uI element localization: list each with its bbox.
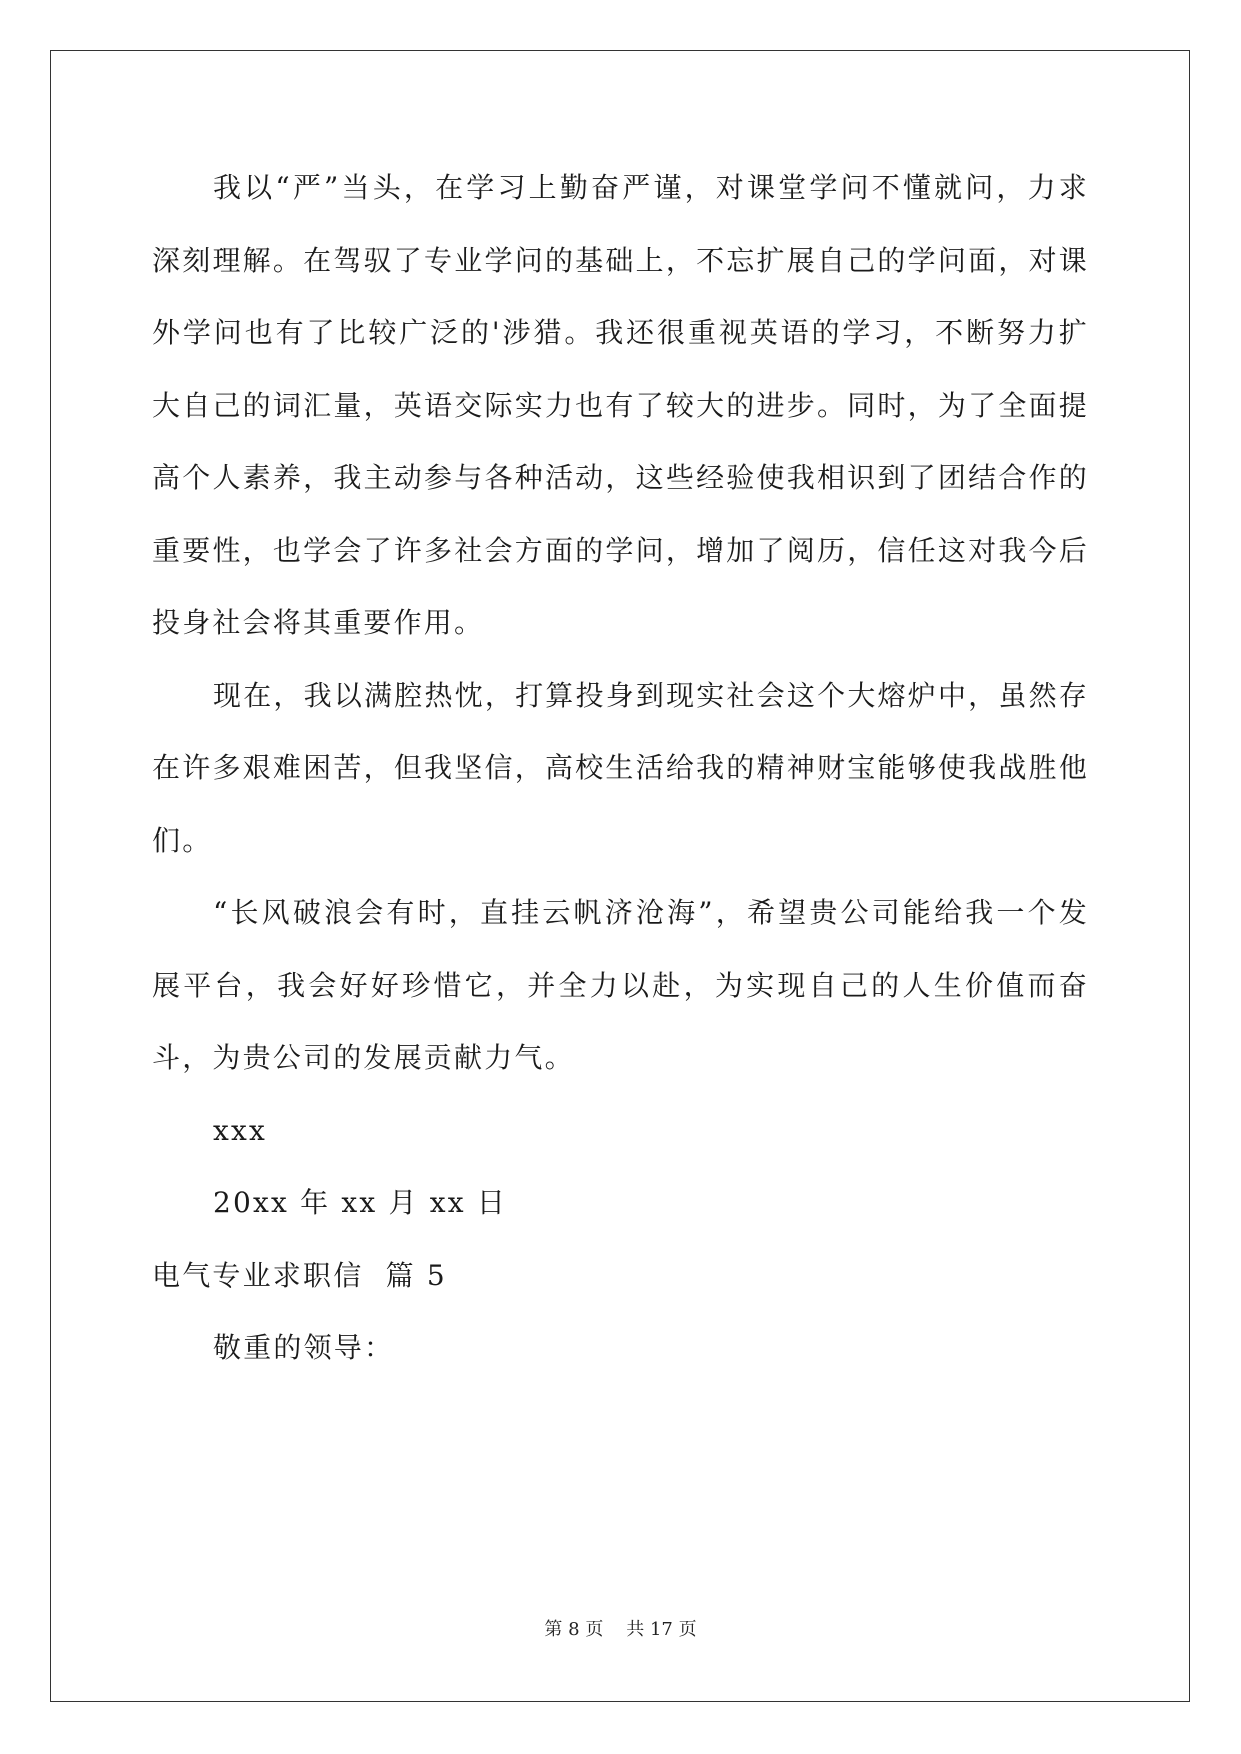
paragraph-now: 现在，我以满腔热忱，打算投身到现实社会这个大熔炉中，虽然存在许多艰难困苦，但我坚信，高校生活给我的精神财宝能够使我战胜他们。 [152,678,1089,857]
page-number: 第 8 页 [544,1619,604,1640]
page-footer [0,1618,1241,1642]
salutation: 敬重的领导： [213,1331,395,1364]
paragraph-closing: “长风破浪会有时，直挂云帆济沧海”，希望贵公司能给我一个发展平台，我会好好珍惜它，并全力以赴，为实现自己的人生价值而奋斗，为贵公司的发展贡献力气。 [152,896,1089,1074]
paragraph-study: 我以“严”当头，在学习上勤奋严谨，对课堂学问不懂就问，力求深刻理解。在驾驭了专业学问的基础上，不忘扩展自己的学问面，对课外学问也有了比较广泛的'涉猎。我还很重视英语的学习，不断努力扩大自己的词汇量，英语交际实力也有了较大的进步。同时，为了全面提高个人素养，我主动参与各种活动，这些经验使我相识到了团结合作的重要性，也学会了许多社会方面的学问，增加了阅历，信任这对我今后投身社会将其重要作用。 [152,171,1089,639]
section-title: 电气专业求职信 篇 5 [152,1258,447,1292]
page-total: 共 17 页 [626,1619,697,1640]
document-body [152,152,1089,1385]
date-line: 20xx 年 xx 月 xx 日 [213,1186,508,1219]
signature: xxx [213,1113,267,1147]
